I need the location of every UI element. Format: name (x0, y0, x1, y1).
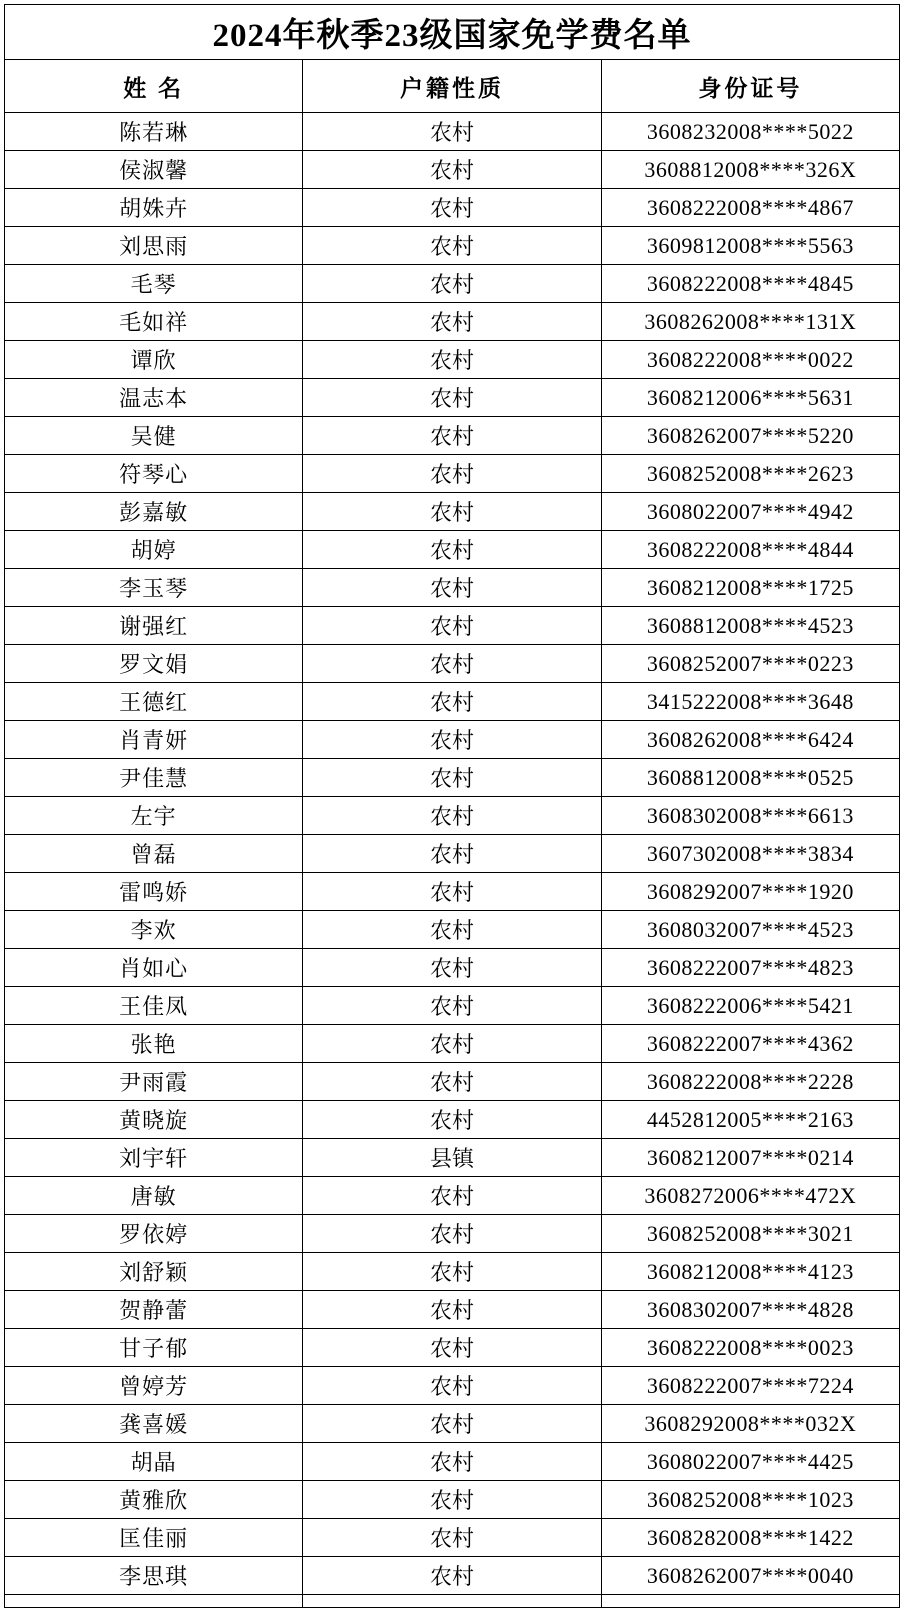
cell-name: 王德红 (5, 683, 303, 721)
cell-id-number: 3608222007****4362 (601, 1025, 899, 1063)
cell-name: 甘子郁 (5, 1329, 303, 1367)
cell-name: 罗文娟 (5, 645, 303, 683)
table-row (5, 645, 900, 683)
cell-name: 刘舒颖 (5, 1253, 303, 1291)
cell-name: 毛琴 (5, 265, 303, 303)
cell-household-type (303, 1595, 601, 1608)
cell-name: 温志本 (5, 379, 303, 417)
cell-name: 刘思雨 (5, 227, 303, 265)
cell-name: 李欢 (5, 911, 303, 949)
cell-household-type: 农村 (303, 1443, 601, 1481)
cell-id-number: 3608022007****4942 (601, 493, 899, 531)
cell-household-type: 农村 (303, 113, 601, 151)
cell-household-type: 农村 (303, 1367, 601, 1405)
cell-household-type: 农村 (303, 607, 601, 645)
table-row (5, 1329, 900, 1367)
cell-name: 陈若琳 (5, 113, 303, 151)
cell-name: 胡婷 (5, 531, 303, 569)
cell-id-number: 3608212006****5631 (601, 379, 899, 417)
cell-household-type: 农村 (303, 1177, 601, 1215)
cell-household-type: 农村 (303, 835, 601, 873)
cell-name: 龚喜媛 (5, 1405, 303, 1443)
cell-id-number: 3608222008****4844 (601, 531, 899, 569)
table-row (5, 759, 900, 797)
cell-id-number: 3608222008****4867 (601, 189, 899, 227)
cell-household-type: 农村 (303, 1063, 601, 1101)
cell-name: 匡佳丽 (5, 1519, 303, 1557)
cell-id-number: 3608222007****7224 (601, 1367, 899, 1405)
cell-household-type: 农村 (303, 1101, 601, 1139)
table-row (5, 1367, 900, 1405)
table-row (5, 379, 900, 417)
cell-household-type: 农村 (303, 759, 601, 797)
cell-id-number: 3608252008****2623 (601, 455, 899, 493)
cell-household-type: 农村 (303, 1519, 601, 1557)
cell-household-type: 农村 (303, 569, 601, 607)
table-row (5, 873, 900, 911)
table-row (5, 949, 900, 987)
cell-name: 左宇 (5, 797, 303, 835)
cell-name: 曾婷芳 (5, 1367, 303, 1405)
cell-name: 谢强红 (5, 607, 303, 645)
cell-name: 尹雨霞 (5, 1063, 303, 1101)
table-row (5, 113, 900, 151)
cell-household-type: 农村 (303, 911, 601, 949)
table-body (5, 5, 900, 1608)
cell-household-type: 农村 (303, 797, 601, 835)
table-row (5, 1291, 900, 1329)
cell-household-type: 农村 (303, 227, 601, 265)
table-row (5, 1025, 900, 1063)
cell-id-number: 3608212008****4123 (601, 1253, 899, 1291)
table-row (5, 569, 900, 607)
cell-id-number: 3608292008****032X (601, 1405, 899, 1443)
cell-id-number: 3608302007****4828 (601, 1291, 899, 1329)
table-row (5, 303, 900, 341)
cell-id-number: 3608222008****0023 (601, 1329, 899, 1367)
cell-name: 黄雅欣 (5, 1481, 303, 1519)
cell-id-number: 3609812008****5563 (601, 227, 899, 265)
table-row (5, 227, 900, 265)
cell-id-number: 3608262007****5220 (601, 417, 899, 455)
cell-name: 张艳 (5, 1025, 303, 1063)
cell-id-number: 3608212007****0214 (601, 1139, 899, 1177)
table-row (5, 151, 900, 189)
cell-household-type: 农村 (303, 265, 601, 303)
cell-id-number: 3608302008****6613 (601, 797, 899, 835)
cell-household-type: 农村 (303, 1481, 601, 1519)
cell-name: 黄晓旋 (5, 1101, 303, 1139)
cell-household-type: 农村 (303, 873, 601, 911)
table-row (5, 265, 900, 303)
table-row (5, 721, 900, 759)
cell-id-number: 3608252007****0223 (601, 645, 899, 683)
cell-id-number: 3608812008****0525 (601, 759, 899, 797)
document-title: 2024年秋季23级国家免学费名单 (5, 5, 900, 60)
cell-id-number: 3608222007****4823 (601, 949, 899, 987)
cell-name: 贺静蕾 (5, 1291, 303, 1329)
cell-name: 罗依婷 (5, 1215, 303, 1253)
table-row (5, 1557, 900, 1595)
table-row (5, 1101, 900, 1139)
cell-household-type: 农村 (303, 189, 601, 227)
cell-household-type: 农村 (303, 1025, 601, 1063)
cell-id-number: 3607302008****3834 (601, 835, 899, 873)
cell-name: 肖青妍 (5, 721, 303, 759)
table-row (5, 835, 900, 873)
cell-name: 李思琪 (5, 1557, 303, 1595)
cell-household-type: 农村 (303, 1557, 601, 1595)
cell-id-number: 4452812005****2163 (601, 1101, 899, 1139)
cell-household-type: 农村 (303, 1215, 601, 1253)
cell-household-type: 农村 (303, 341, 601, 379)
cell-name: 毛如祥 (5, 303, 303, 341)
cell-id-number: 3608032007****4523 (601, 911, 899, 949)
cell-name: 肖如心 (5, 949, 303, 987)
cell-household-type: 农村 (303, 1291, 601, 1329)
cell-id-number (601, 1595, 899, 1608)
cell-id-number: 3608262008****131X (601, 303, 899, 341)
cell-name: 尹佳慧 (5, 759, 303, 797)
cell-id-number: 3608282008****1422 (601, 1519, 899, 1557)
cell-id-number: 3608222008****0022 (601, 341, 899, 379)
cell-id-number: 3608222008****2228 (601, 1063, 899, 1101)
cell-household-type: 农村 (303, 455, 601, 493)
cell-name: 雷鸣娇 (5, 873, 303, 911)
document-sheet (0, 4, 900, 1589)
cell-household-type: 县镇 (303, 1139, 601, 1177)
cell-name: 曾磊 (5, 835, 303, 873)
cell-household-type: 农村 (303, 417, 601, 455)
cell-id-number: 3608292007****1920 (601, 873, 899, 911)
cell-id-number: 3608812008****4523 (601, 607, 899, 645)
cell-id-number: 3608232008****5022 (601, 113, 899, 151)
column-header-id-number: 身份证号 (601, 60, 899, 113)
table-row (5, 607, 900, 645)
table-row (5, 417, 900, 455)
table-row-partial (5, 1595, 900, 1608)
cell-household-type: 农村 (303, 645, 601, 683)
table-row (5, 531, 900, 569)
cell-name: 彭嘉敏 (5, 493, 303, 531)
table-row (5, 911, 900, 949)
table-row (5, 987, 900, 1025)
cell-id-number: 3608252008****1023 (601, 1481, 899, 1519)
cell-name: 胡姝卉 (5, 189, 303, 227)
cell-name: 吴健 (5, 417, 303, 455)
cell-household-type: 农村 (303, 683, 601, 721)
table-row (5, 1177, 900, 1215)
table-row (5, 341, 900, 379)
cell-household-type: 农村 (303, 949, 601, 987)
cell-name (5, 1595, 303, 1608)
cell-household-type: 农村 (303, 379, 601, 417)
table-row (5, 683, 900, 721)
cell-household-type: 农村 (303, 1253, 601, 1291)
cell-id-number: 3608812008****326X (601, 151, 899, 189)
cell-household-type: 农村 (303, 531, 601, 569)
cell-household-type: 农村 (303, 493, 601, 531)
table-row (5, 1519, 900, 1557)
cell-id-number: 3608222006****5421 (601, 987, 899, 1025)
cell-id-number: 3608262007****0040 (601, 1557, 899, 1595)
cell-name: 刘宇轩 (5, 1139, 303, 1177)
cell-id-number: 3608272006****472X (601, 1177, 899, 1215)
cell-name: 唐敏 (5, 1177, 303, 1215)
table-row (5, 1139, 900, 1177)
cell-household-type: 农村 (303, 1405, 601, 1443)
table-row (5, 1481, 900, 1519)
cell-name: 谭欣 (5, 341, 303, 379)
table-row (5, 797, 900, 835)
cell-id-number: 3415222008****3648 (601, 683, 899, 721)
cell-name: 侯淑馨 (5, 151, 303, 189)
column-header-household-type: 户籍性质 (303, 60, 601, 113)
tuition-exemption-table (4, 4, 900, 1608)
table-row (5, 1253, 900, 1291)
table-row (5, 1443, 900, 1481)
table-row (5, 1405, 900, 1443)
column-header-name: 姓 名 (5, 60, 303, 113)
cell-household-type: 农村 (303, 303, 601, 341)
cell-id-number: 3608262008****6424 (601, 721, 899, 759)
table-row (5, 493, 900, 531)
table-title-row (5, 5, 900, 60)
cell-household-type: 农村 (303, 151, 601, 189)
cell-id-number: 3608022007****4425 (601, 1443, 899, 1481)
table-header-row (5, 60, 900, 113)
cell-name: 胡晶 (5, 1443, 303, 1481)
cell-household-type: 农村 (303, 987, 601, 1025)
cell-household-type: 农村 (303, 1329, 601, 1367)
cell-household-type: 农村 (303, 721, 601, 759)
table-row (5, 455, 900, 493)
cell-name: 王佳凤 (5, 987, 303, 1025)
cell-id-number: 3608222008****4845 (601, 265, 899, 303)
cell-id-number: 3608212008****1725 (601, 569, 899, 607)
table-row (5, 189, 900, 227)
table-row (5, 1215, 900, 1253)
table-row (5, 1063, 900, 1101)
cell-name: 符琴心 (5, 455, 303, 493)
cell-name: 李玉琴 (5, 569, 303, 607)
cell-id-number: 3608252008****3021 (601, 1215, 899, 1253)
